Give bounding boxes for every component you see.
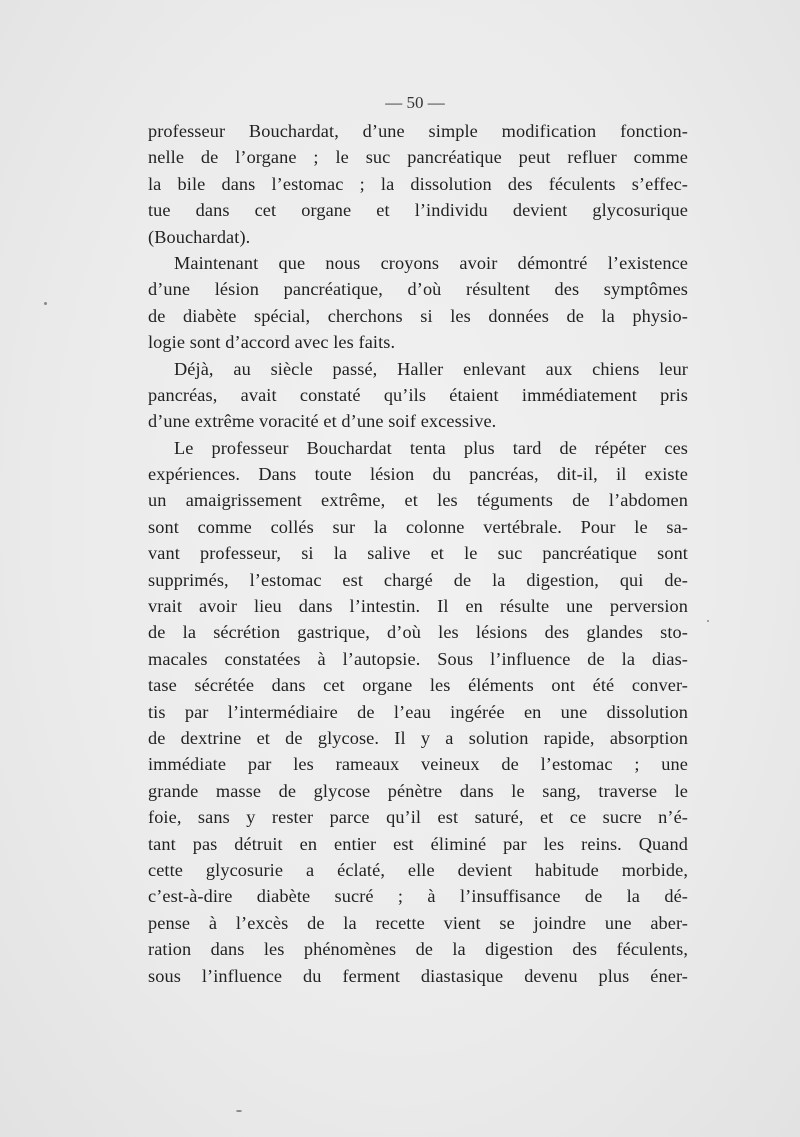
scan-speck	[236, 1110, 242, 1112]
page-number: — 50 —	[385, 93, 445, 112]
text-line: macales constatées à l’autopsie. Sous l’influence de la dias-	[148, 648, 688, 669]
text-line: ration dans les phénomènes de la digestion des féculents,	[148, 939, 688, 960]
text-line: de diabète spécial, cherchons si les données de la physio-	[148, 305, 688, 326]
text-line: sous l’influence du ferment diastasique devenu plus éner-	[148, 965, 688, 986]
text-line: pancréas, avait constaté qu’ils étaient immédiatement pris	[148, 384, 688, 405]
text-line: vrait avoir lieu dans l’intestin. Il en résulte une perversion	[148, 596, 688, 617]
text-line: tis par l’intermédiaire de l’eau ingérée en une dissolution	[148, 701, 688, 722]
text-line: Le professeur Bouchardat tenta plus tard de répéter ces	[174, 437, 688, 458]
text-line: logie sont d’accord avec les faits.	[148, 332, 396, 353]
text-line: de la sécrétion gastrique, d’où les lésions des glandes sto-	[148, 622, 688, 643]
scan-speck	[707, 620, 709, 622]
text-line: supprimés, l’estomac est chargé de la digestion, qui de-	[148, 569, 688, 590]
text-line: de dextrine et de glycose. Il y a solution rapide, absorption	[148, 727, 688, 748]
text-line: tue dans cet organe et l’individu devient glycosurique	[148, 200, 688, 221]
text-line: d’une extrême voracité et d’une soif excessive.	[148, 411, 497, 432]
text-line: vant professeur, si la salive et le suc pancréatique sont	[148, 543, 688, 564]
text-line: Déjà, au siècle passé, Haller enlevant aux chiens leur	[174, 358, 688, 379]
text-line: la bile dans l’estomac ; la dissolution des féculents s’effec-	[148, 173, 688, 194]
text-line: tase sécrétée dans cet organe les éléments ont été conver-	[148, 675, 688, 696]
text-line: professeur Bouchardat, d’une simple modification fonction-	[148, 121, 688, 141]
text-line: un amaigrissement extrême, et les téguments de l’abdomen	[148, 490, 688, 511]
text-line: grande masse de glycose pénètre dans le sang, traverse le	[148, 780, 688, 801]
text-line: Maintenant que nous croyons avoir démontré l’existence	[174, 252, 688, 273]
body-text	[148, 118, 688, 989]
text-line: foie, sans y rester parce qu’il est saturé, et ce sucre n’é-	[148, 807, 688, 828]
text-line: pense à l’excès de la recette vient se joindre une aber-	[148, 912, 688, 933]
text-line: expériences. Dans toute lésion du pancréas, dit-il, il existe	[148, 464, 688, 485]
text-line: nelle de l’organe ; le suc pancréatique peut refluer comme	[148, 147, 688, 168]
text-line: tant pas détruit en entier est éliminé par les reins. Quand	[148, 833, 688, 854]
text-line: d’une lésion pancréatique, d’où résultent des symptômes	[148, 279, 688, 300]
text-line: (Bouchardat).	[148, 226, 251, 247]
text-line: cette glycosurie a éclaté, elle devient habitude morbide,	[148, 859, 688, 880]
text-line: c’est-à-dire diabète sucré ; à l’insuffisance de la dé-	[148, 886, 688, 907]
text-line: immédiate par les rameaux veineux de l’estomac ; une	[148, 754, 688, 775]
text-line: sont comme collés sur la colonne vertébrale. Pour le sa-	[148, 516, 688, 537]
scan-speck	[44, 302, 47, 305]
